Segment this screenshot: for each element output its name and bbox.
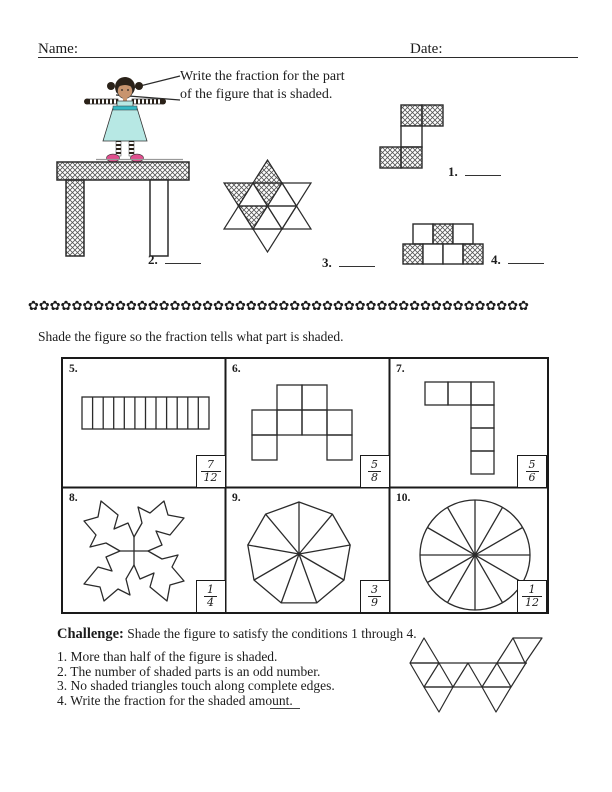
fraction-box-9 — [360, 580, 390, 613]
fraction-box-7 — [517, 455, 547, 488]
figure-challenge-triangles[interactable] — [410, 638, 542, 712]
figure-problem8-pinwheel[interactable] — [84, 501, 184, 601]
figure-problem4-squares — [403, 224, 483, 264]
fraction-6-numerator: 5 — [371, 458, 378, 471]
figure-problem5-strip[interactable] — [82, 397, 209, 429]
answer-3-number: 3. — [322, 255, 332, 270]
problem-9-number: 9. — [232, 492, 241, 504]
fraction-box-10 — [517, 580, 547, 613]
fraction-box-6 — [360, 455, 390, 488]
problem-7-number: 7. — [396, 363, 405, 375]
problem-6-number: 6. — [232, 363, 241, 375]
figure-problem7-squares[interactable] — [425, 382, 494, 474]
fraction-9-denominator: 9 — [368, 596, 381, 609]
challenge-label: Challenge: — [57, 626, 124, 642]
challenge-condition-2: 2. The number of shaded parts is an odd number. — [57, 663, 321, 679]
challenge-condition-3: 3. No shaded triangles touch along complete edges. — [57, 678, 335, 694]
fraction-10-denominator: 12 — [522, 596, 542, 609]
answer-1 — [448, 163, 501, 180]
callout-line1: Write the fraction for the part — [180, 69, 345, 84]
answer-1-blank[interactable] — [465, 163, 501, 176]
fraction-box-8 — [196, 580, 226, 613]
fraction-7-numerator: 5 — [528, 458, 536, 471]
challenge-condition-1: 1. More than half of the figure is shaded. — [57, 649, 278, 664]
challenge-conditions — [57, 650, 387, 708]
fraction-9-numerator: 3 — [371, 583, 378, 596]
answer-4 — [491, 251, 544, 268]
fraction-10-numerator: 1 — [528, 583, 536, 596]
fraction-6-denominator: 8 — [368, 471, 381, 484]
answer-2-blank[interactable] — [165, 251, 201, 264]
fraction-5-denominator: 12 — [201, 471, 221, 484]
problem-8-number: 8. — [69, 492, 78, 504]
callout-line2: of the figure that is shaded. — [180, 87, 333, 102]
answer-3 — [322, 254, 375, 271]
fraction-8-numerator: 1 — [207, 583, 214, 596]
answer-2 — [148, 251, 201, 268]
challenge-instruction: Shade the figure to satisfy the conditions 1 through 4. — [127, 626, 417, 641]
date-label: Date: — [410, 41, 443, 57]
figure-problem9-nonagon[interactable] — [248, 502, 350, 603]
girl-clipart — [84, 77, 183, 162]
challenge-condition-4: 4. Write the fraction for the shaded amount. — [57, 692, 293, 708]
answer-3-blank[interactable] — [339, 254, 375, 267]
figure-problem3-star — [224, 160, 311, 252]
name-label: Name: — [38, 41, 78, 57]
figure-problem10-circle[interactable] — [420, 500, 530, 610]
problem-10-number: 10. — [396, 492, 411, 504]
answer-1-number: 1. — [448, 164, 458, 179]
problem-5-number: 5. — [69, 363, 78, 375]
speech-callout-text — [180, 68, 410, 104]
answer-2-number: 2. — [148, 252, 158, 267]
fraction-7-denominator: 6 — [526, 471, 539, 484]
fraction-5-numerator: 7 — [207, 458, 214, 471]
figure-problem6-squares[interactable] — [252, 385, 352, 460]
challenge-answer-blank[interactable] — [270, 708, 300, 709]
challenge-header — [57, 626, 477, 643]
flower-divider: ✿✿✿✿✿✿✿✿✿✿✿✿✿✿✿✿✿✿✿✿✿✿✿✿✿✿✿✿✿✿✿✿✿✿✿✿✿✿✿✿✿✿✿✿✿✿ — [28, 299, 530, 314]
fraction-8-denominator: 4 — [204, 596, 217, 609]
name-date-line[interactable] — [38, 57, 578, 58]
figure-problem1-squares — [380, 105, 443, 168]
answer-4-number: 4. — [491, 252, 501, 267]
fraction-box-5 — [196, 455, 226, 488]
figure-problem2-table — [57, 162, 189, 256]
section2-instruction: Shade the figure so the fraction tells what part is shaded. — [38, 329, 344, 344]
answer-4-blank[interactable] — [508, 251, 544, 264]
